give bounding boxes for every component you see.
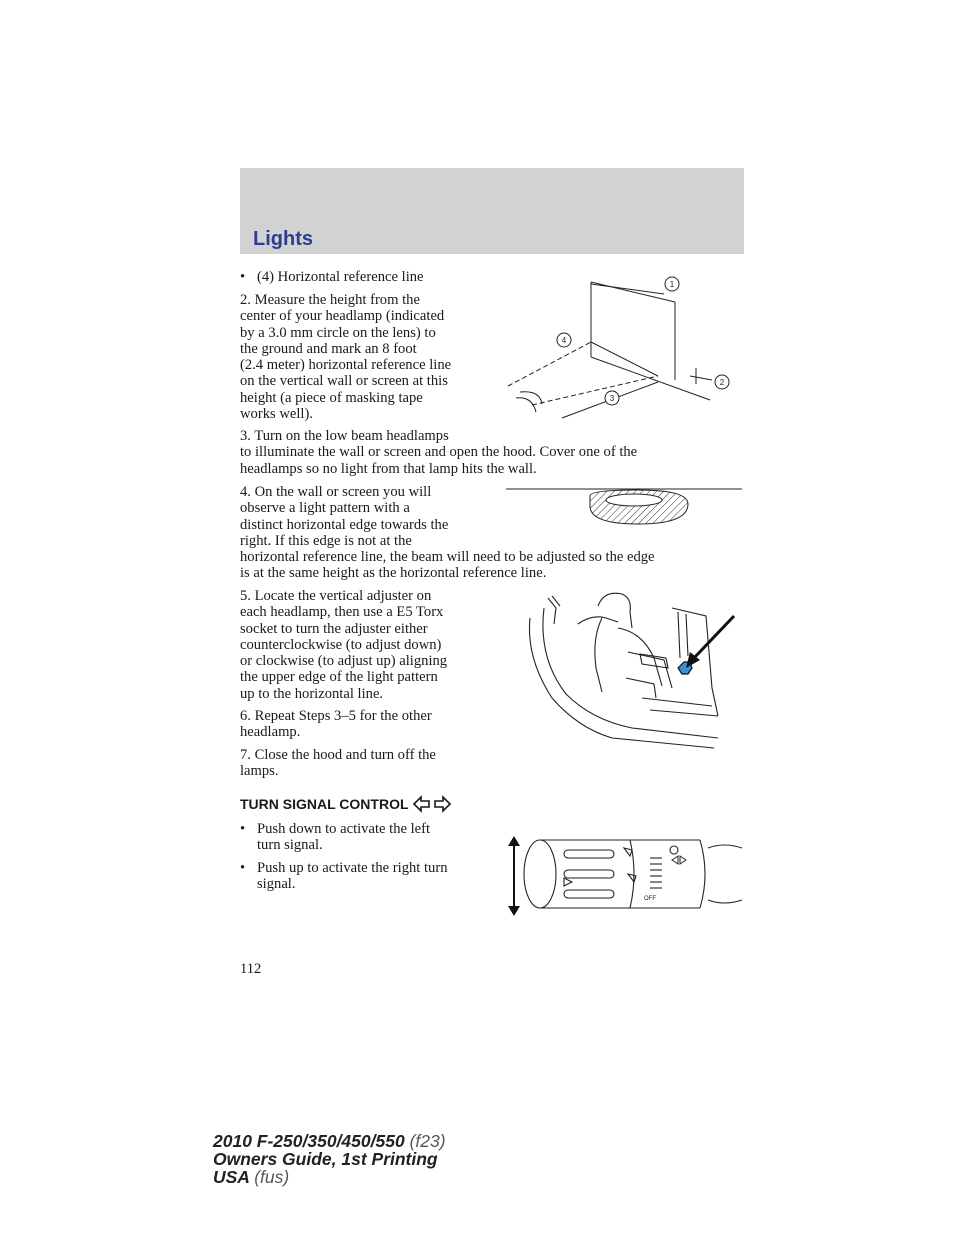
- footer-guide: Owners Guide, 1st Printing: [213, 1149, 438, 1169]
- footer-model-code: (f23): [409, 1131, 446, 1151]
- section-title: Lights: [253, 228, 313, 250]
- light-pattern-diagram: [506, 486, 744, 528]
- headlamp-aiming-diagram: [500, 272, 744, 424]
- bullet-symbol: •: [240, 269, 246, 285]
- section-header-band: [240, 168, 744, 254]
- stalk-off-label: OFF: [644, 896, 656, 902]
- turn-signal-stalk-diagram: [504, 836, 744, 916]
- step-4-text: 4. On the wall or screen you will observe a light pattern with a distinct horizontal edge towards the right. If this edge is not at the horizontal reference line, the beam will need to be adjusted so the edge is at the same height as the horizontal reference line.: [240, 484, 655, 582]
- turn-signal-heading: TURN SIGNAL CONTROL: [240, 796, 451, 812]
- callout-1-label: 1: [669, 280, 675, 289]
- bullet-symbol: •: [240, 821, 246, 837]
- footer-market-code: (fus): [254, 1167, 290, 1187]
- list-item-left-turn: Push down to activate the left turn signal.: [257, 821, 431, 854]
- list-item-right-turn: Push up to activate the right turn signal.: [257, 860, 448, 893]
- bullet-symbol: •: [240, 860, 246, 876]
- footer-print-info: [213, 1132, 446, 1186]
- step-2-text: 2. Measure the height from the center of your headlamp (indicated by a 3.0 mm circle on the lens) to the ground and mark an 8 foot (2.4 meter) horizontal reference line on the vertical wall or screen at this height (a piece of masking tape works well).: [240, 292, 452, 423]
- list-item-ref-line: (4) Horizontal reference line: [257, 269, 424, 285]
- callout-3-label: 3: [609, 394, 615, 403]
- footer-model: 2010 F-250/350/450/550: [213, 1131, 405, 1151]
- page-number: 112: [240, 961, 262, 977]
- step-6-text: 6. Repeat Steps 3–5 for the other headlamp.: [240, 708, 432, 741]
- turn-signal-arrows-icon: [413, 796, 451, 812]
- callout-4-label: 4: [561, 336, 567, 345]
- footer-market: USA: [213, 1167, 250, 1187]
- step-7-text: 7. Close the hood and turn off the lamps.: [240, 747, 436, 780]
- headlamp-adjuster-diagram: [522, 588, 744, 752]
- callout-2-label: 2: [719, 378, 725, 387]
- step-3-text: 3. Turn on the low beam headlamps to illuminate the wall or screen and open the hood. Cover one of the headlamps so no light from that lamp hits the wall.: [240, 428, 638, 477]
- step-5-text: 5. Locate the vertical adjuster on each headlamp, then use a E5 Torx socket to turn the adjuster either counterclockwise (to adjust down) or clockwise (to adjust up) aligning the upper edge of the light pattern up to the horizontal line.: [240, 588, 448, 702]
